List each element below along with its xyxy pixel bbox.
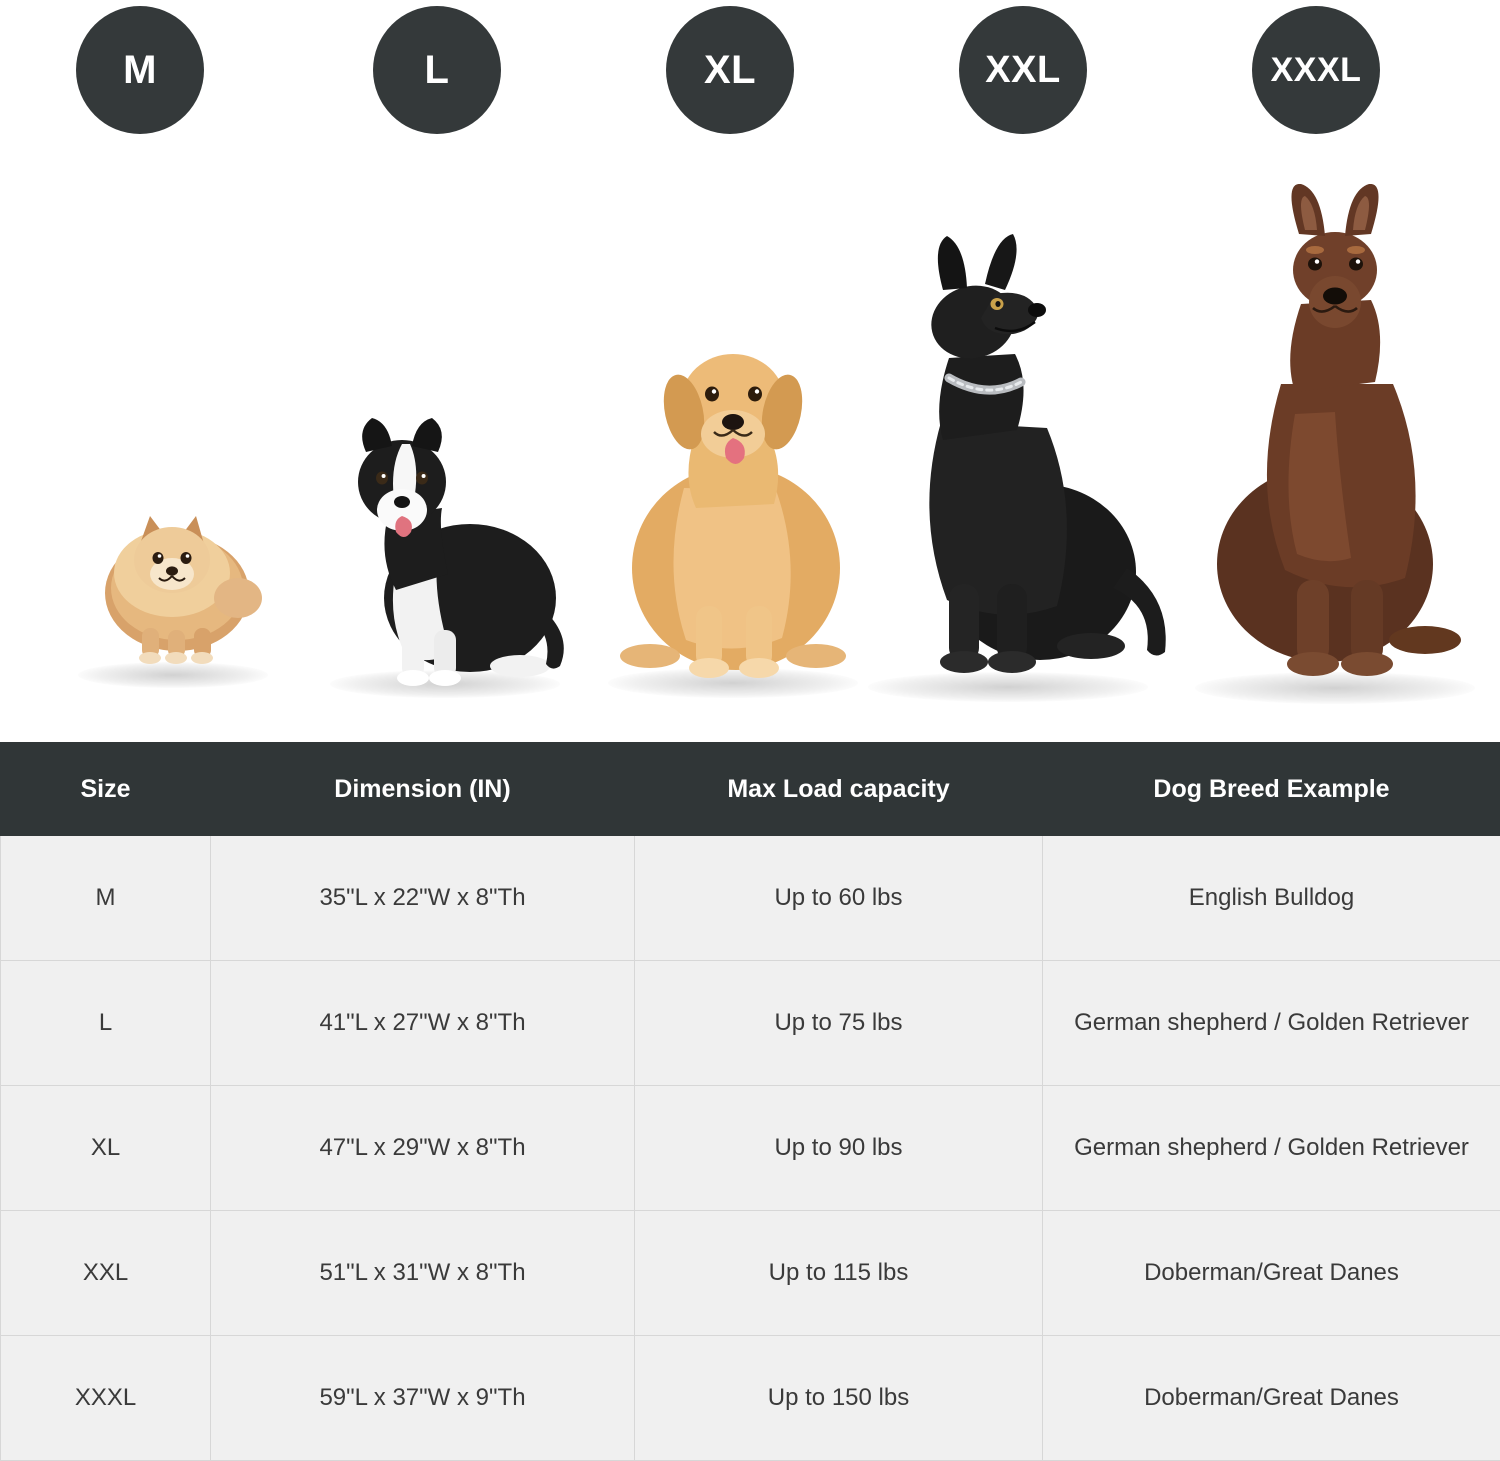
- dog-image-border-collie: [310, 398, 580, 698]
- cell-dimension: 35"L x 22"W x 8"Th: [211, 836, 635, 961]
- table-row: [1, 836, 1500, 961]
- cell-size: L: [1, 961, 211, 1086]
- cell-dimension: 59"L x 37"W x 9"Th: [211, 1336, 635, 1461]
- great-dane-icon: [845, 232, 1175, 702]
- cell-load: Up to 150 lbs: [635, 1336, 1043, 1461]
- cell-breed: German shepherd / Golden Retriever: [1043, 1086, 1500, 1211]
- doberman-icon: [1175, 184, 1500, 704]
- column-header-dog-breed: Dog Breed Example: [1043, 743, 1500, 836]
- table-header-row: [1, 743, 1500, 836]
- border-collie-icon: [310, 398, 580, 698]
- size-badge-row: [0, 0, 1500, 140]
- golden-retriever-icon: [588, 318, 878, 698]
- cell-size: XXXL: [1, 1336, 211, 1461]
- dog-image-doberman: [1175, 184, 1500, 704]
- dog-image-pomeranian: [72, 478, 282, 688]
- cell-load: Up to 115 lbs: [635, 1211, 1043, 1336]
- cell-breed: Doberman/Great Danes: [1043, 1336, 1500, 1461]
- cell-size: XL: [1, 1086, 211, 1211]
- cell-dimension: 47"L x 29"W x 8"Th: [211, 1086, 635, 1211]
- cell-load: Up to 90 lbs: [635, 1086, 1043, 1211]
- column-header-max-load: Max Load capacity: [635, 743, 1043, 836]
- cell-breed: Doberman/Great Danes: [1043, 1211, 1500, 1336]
- cell-size: M: [1, 836, 211, 961]
- cell-size: XXL: [1, 1211, 211, 1336]
- cell-load: Up to 60 lbs: [635, 836, 1043, 961]
- table-row: [1, 961, 1500, 1086]
- table-header: [1, 743, 1500, 836]
- table-body: [1, 836, 1500, 1461]
- size-badge-l-label: L: [425, 50, 450, 90]
- size-badge-l: [373, 6, 501, 134]
- pomeranian-icon: [72, 478, 282, 688]
- table-row: [1, 1086, 1500, 1211]
- column-header-size: Size: [1, 743, 211, 836]
- size-chart-table: [0, 742, 1500, 1461]
- size-badge-xxxl-label: XXXL: [1271, 53, 1362, 87]
- column-header-dimension: Dimension (IN): [211, 743, 635, 836]
- cell-dimension: 51"L x 31"W x 8"Th: [211, 1211, 635, 1336]
- dog-image-golden-retriever: [588, 318, 878, 698]
- size-badge-xl-label: XL: [704, 50, 756, 90]
- size-badge-m: [76, 6, 204, 134]
- cell-load: Up to 75 lbs: [635, 961, 1043, 1086]
- size-badge-m-label: M: [123, 50, 157, 90]
- cell-breed: English Bulldog: [1043, 836, 1500, 961]
- cell-dimension: 41"L x 27"W x 8"Th: [211, 961, 635, 1086]
- size-chart-table-wrapper: [0, 742, 1500, 1461]
- size-badge-xxl: [959, 6, 1087, 134]
- dog-image-great-dane: [845, 232, 1175, 702]
- dog-illustration-row: [0, 140, 1500, 740]
- size-badge-xxxl: [1252, 6, 1380, 134]
- cell-breed: German shepherd / Golden Retriever: [1043, 961, 1500, 1086]
- table-row: [1, 1336, 1500, 1461]
- size-badge-xxl-label: XXL: [985, 51, 1060, 89]
- table-row: [1, 1211, 1500, 1336]
- size-badge-xl: [666, 6, 794, 134]
